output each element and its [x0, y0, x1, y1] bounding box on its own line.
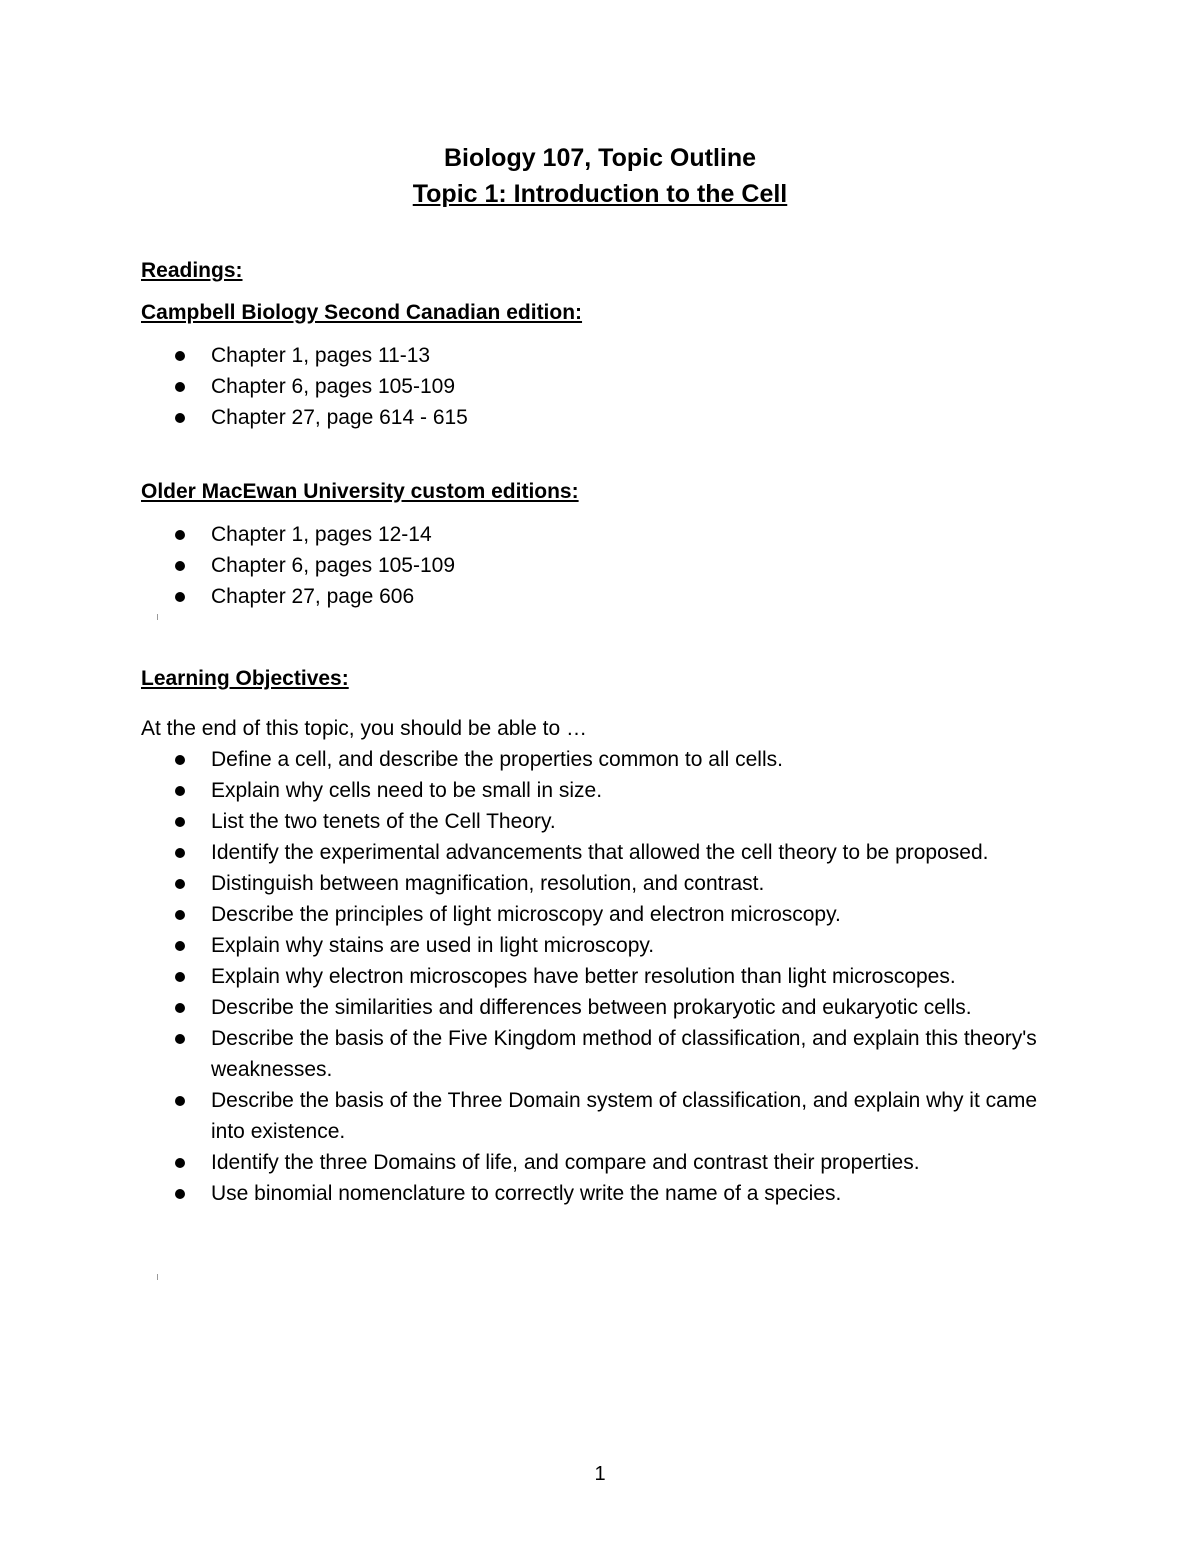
paragraph-mark — [157, 1274, 158, 1280]
list-item — [141, 402, 1071, 433]
list-item — [141, 1023, 1071, 1085]
page-number: 1 — [594, 1463, 606, 1485]
readings-heading: Readings: — [141, 259, 243, 282]
list-item — [141, 775, 1071, 806]
list-item — [141, 806, 1071, 837]
list-item-text: Define a cell, and describe the properties common to all cells. — [211, 748, 783, 771]
list-item-text: Chapter 6, pages 105-109 — [211, 375, 456, 398]
bullet-icon — [175, 972, 185, 982]
list-item — [141, 1147, 1071, 1178]
list-item-text: Distinguish between magnification, resolution, and contrast. — [211, 872, 765, 895]
list-item-text: Chapter 6, pages 105-109 — [211, 554, 456, 577]
paragraph-mark — [157, 614, 158, 620]
bullet-icon — [175, 848, 185, 858]
bullet-icon — [175, 592, 185, 602]
list-item-text: Chapter 1, pages 11-13 — [211, 344, 431, 367]
bullet-icon — [175, 1034, 185, 1044]
list-item-text: Identify the experimental advancements that allowed the cell theory to be proposed. — [211, 841, 989, 864]
bullet-icon — [175, 1158, 185, 1168]
list-item-text: Chapter 27, page 614 - 615 — [211, 406, 468, 429]
bullet-icon — [175, 879, 185, 889]
bullet-icon — [175, 1003, 185, 1013]
list-item-text: Describe the basis of the Three Domain system of classification, and explain why it came into existence. — [211, 1089, 1037, 1143]
bullet-icon — [175, 1096, 185, 1106]
list-item — [141, 1178, 1071, 1209]
list-item — [141, 340, 1071, 371]
list-item — [141, 868, 1071, 899]
bullet-icon — [175, 817, 185, 827]
bullet-icon — [175, 382, 185, 392]
objectives-intro: At the end of this topic, you should be able to … — [141, 717, 587, 740]
list-item — [141, 581, 1071, 612]
objectives-list — [141, 744, 1071, 1209]
bullet-icon — [175, 786, 185, 796]
list-item-text: Describe the basis of the Five Kingdom method of classification, and explain this theory's weaknesses. — [211, 1027, 1037, 1081]
list-item — [141, 519, 1071, 550]
list-item-text: Chapter 27, page 606 — [211, 585, 415, 608]
objectives-heading: Learning Objectives: — [141, 667, 349, 690]
bullet-icon — [175, 1189, 185, 1199]
list-item — [141, 930, 1071, 961]
list-item-text: Describe the similarities and differences between prokaryotic and eukaryotic cells. — [211, 996, 972, 1019]
list-item-text: Explain why stains are used in light microscopy. — [211, 934, 655, 957]
list-item — [141, 992, 1071, 1023]
page-title: Biology 107, Topic Outline — [443, 144, 757, 172]
list-item-text: Describe the principles of light microscopy and electron microscopy. — [211, 903, 841, 926]
bullet-icon — [175, 413, 185, 423]
list-item — [141, 550, 1071, 581]
bullet-icon — [175, 561, 185, 571]
list-item-text: List the two tenets of the Cell Theory. — [211, 810, 556, 833]
list-item-text: Use binomial nomenclature to correctly write the name of a species. — [211, 1182, 842, 1205]
list-item-text: Explain why cells need to be small in size. — [211, 779, 603, 802]
bullet-icon — [175, 351, 185, 361]
page-subtitle: Topic 1: Introduction to the Cell — [412, 180, 788, 208]
campbell-reading-list — [141, 340, 1071, 433]
list-item-text: Chapter 1, pages 12-14 — [211, 523, 432, 546]
bullet-icon — [175, 530, 185, 540]
list-item — [141, 837, 1071, 868]
list-item — [141, 961, 1071, 992]
list-item-text: Explain why electron microscopes have better resolution than light microscopes. — [211, 965, 956, 988]
bullet-icon — [175, 910, 185, 920]
list-item — [141, 744, 1071, 775]
macewan-reading-list — [141, 519, 1071, 612]
bullet-icon — [175, 941, 185, 951]
macewan-heading: Older MacEwan University custom editions: — [141, 480, 579, 503]
bullet-icon — [175, 755, 185, 765]
list-item — [141, 899, 1071, 930]
campbell-heading: Campbell Biology Second Canadian edition: — [141, 301, 583, 324]
list-item — [141, 1085, 1071, 1147]
list-item — [141, 371, 1071, 402]
list-item-text: Identify the three Domains of life, and compare and contrast their properties. — [211, 1151, 920, 1174]
